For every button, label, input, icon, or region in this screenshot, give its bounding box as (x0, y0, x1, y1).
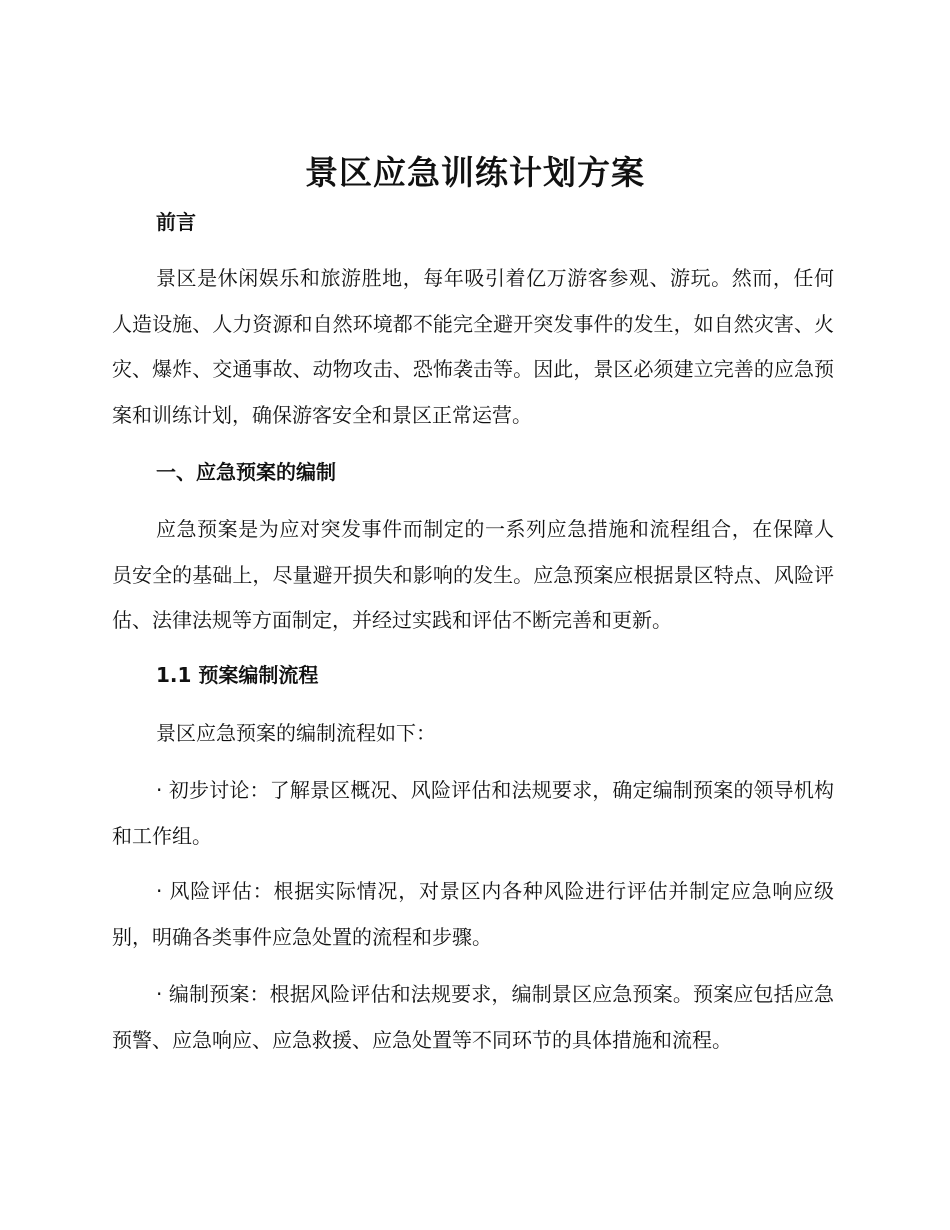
list-item: · 编制预案：根据风险评估和法规要求，编制景区应急预案。预案应包括应急预警、应急响应、应急救援、应急处置等不同环节的具体措施和流程。 (112, 982, 834, 1052)
subsection-1-1-heading: 1.1 预案编制流程 (156, 663, 319, 687)
list-item: · 初步讨论：了解景区概况、风险评估和法规要求，确定编制预案的领导机构和工作组。 (112, 778, 834, 848)
preface-paragraph: 景区是休闲娱乐和旅游胜地，每年吸引着亿万游客参观、游玩。然而，任何人造设施、人力资源和自然环境都不能完全避开突发事件的发生，如自然灾害、火灾、爆炸、交通事故、动物攻击、恐怖袭击等。因此，景区必须建立完善的应急预案和训练计划，确保游客安全和景区正常运营。 (112, 266, 834, 427)
subsection-1-1-intro: 景区应急预案的编制流程如下： (156, 721, 436, 745)
section-1-heading: 一、应急预案的编制 (156, 460, 336, 484)
document-title: 景区应急训练计划方案 (305, 153, 645, 192)
preface-heading: 前言 (156, 210, 196, 234)
list-item: · 风险评估：根据实际情况，对景区内各种风险进行评估并制定应急响应级别，明确各类事件应急处置的流程和步骤。 (112, 879, 834, 949)
section-1-paragraph: 应急预案是为应对突发事件而制定的一系列应急措施和流程组合，在保障人员安全的基础上，尽量避开损失和影响的发生。应急预案应根据景区特点、风险评估、法律法规等方面制定，并经过实践和评估不断完善和更新。 (112, 517, 834, 632)
